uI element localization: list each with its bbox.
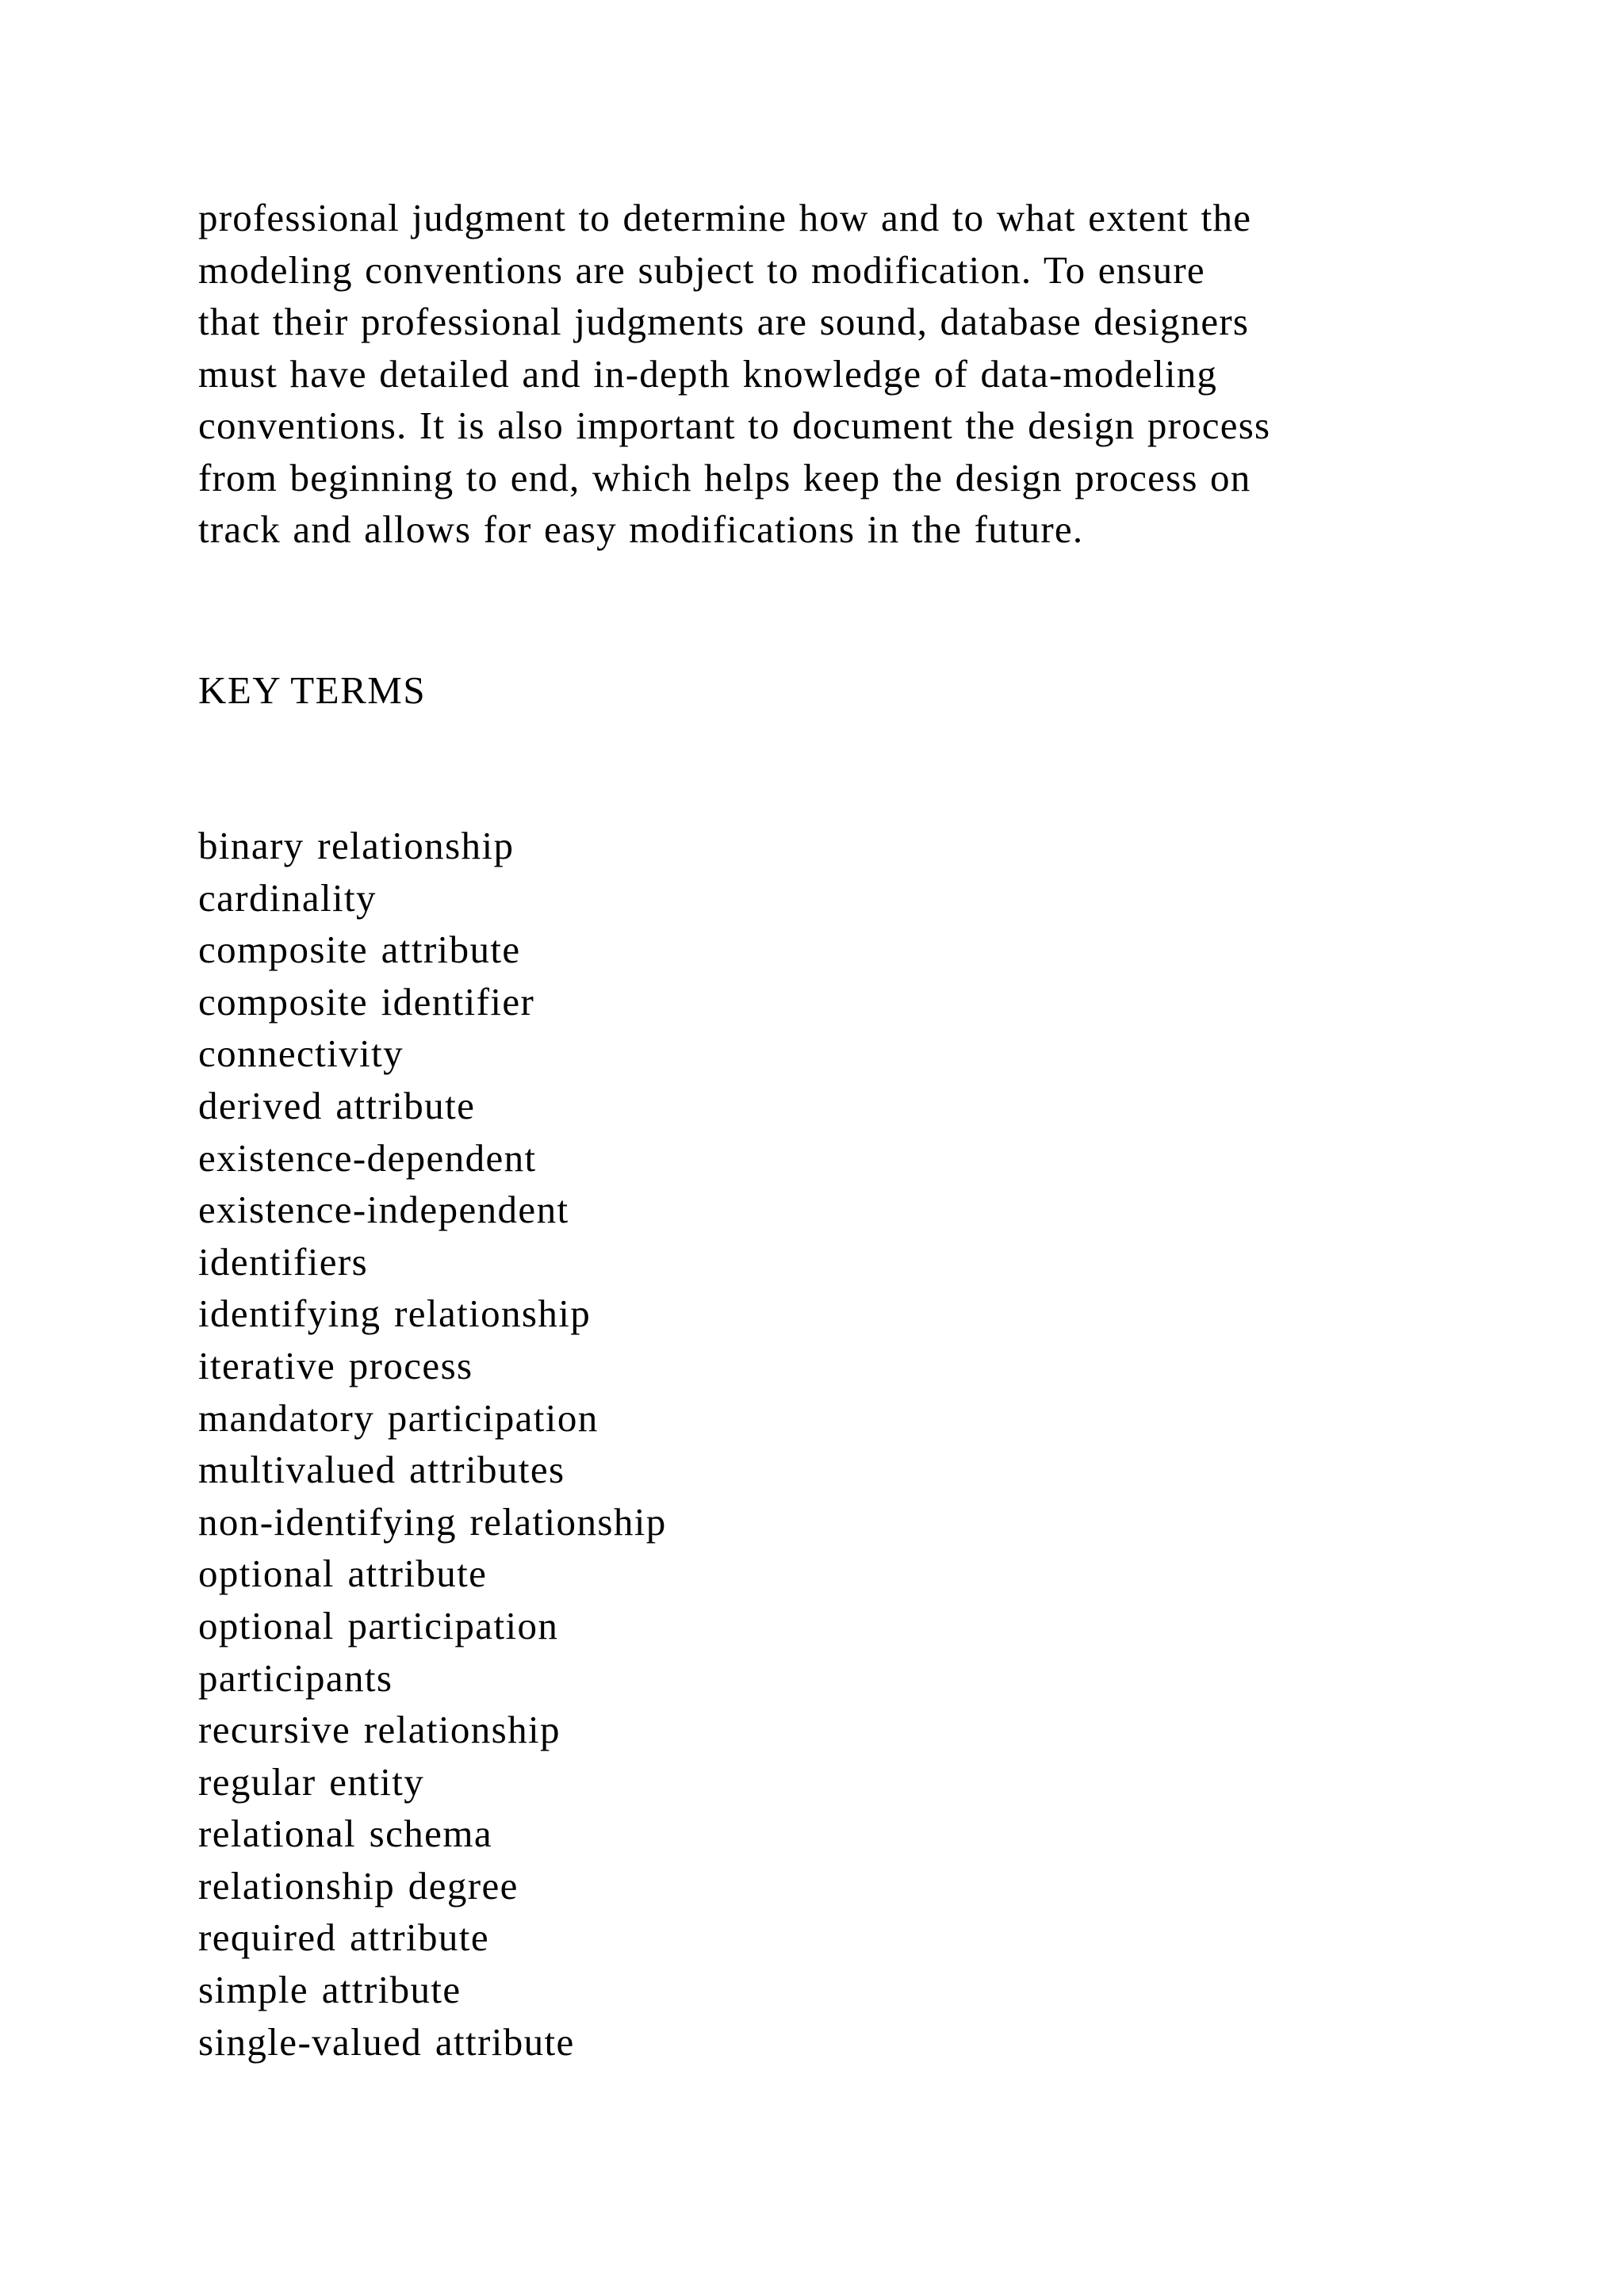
key-term-item: identifying relationship <box>198 1292 592 1336</box>
paragraph-line: must have detailed and in-depth knowledge of data-modeling <box>198 351 1218 396</box>
key-term-item: optional participation <box>198 1603 559 1647</box>
key-term-item: binary relationship <box>198 824 515 867</box>
key-term-item: regular entity <box>198 1759 425 1804</box>
key-term-item: derived attribute <box>198 1083 476 1127</box>
key-term-item: identifiers <box>198 1239 369 1284</box>
paragraph-line: from beginning to end, which helps keep the design process on <box>198 455 1251 499</box>
key-term-item: non-identifying relationship <box>198 1499 667 1544</box>
key-term-item: simple attribute <box>198 1968 462 2012</box>
paragraph-line: modeling conventions are subject to modification. To ensure <box>198 247 1205 292</box>
key-term-item: recursive relationship <box>198 1708 561 1752</box>
key-term-item: relationship degree <box>198 1863 519 1908</box>
key-term-item: existence-independent <box>198 1188 569 1232</box>
key-term-item: existence-dependent <box>198 1135 537 1180</box>
key-terms-heading: KEY TERMS <box>198 668 427 712</box>
body-paragraph <box>198 192 1610 556</box>
key-term-item: composite attribute <box>198 928 521 972</box>
key-term-item: composite identifier <box>198 979 535 1024</box>
key-term-item: cardinality <box>198 875 377 920</box>
key-term-item: multivalued attributes <box>198 1448 565 1492</box>
key-term-item: required attribute <box>198 1915 489 1960</box>
key-term-item: optional attribute <box>198 1552 488 1596</box>
paragraph-line: track and allows for easy modifications in the future. <box>198 507 1084 551</box>
key-term-item: connectivity <box>198 1031 404 1076</box>
key-term-item: relational schema <box>198 1812 492 1856</box>
key-term-item: mandatory participation <box>198 1395 599 1440</box>
paragraph-line: professional judgment to determine how and to what extent the <box>198 196 1252 239</box>
key-term-item: single-valued attribute <box>198 2019 575 2064</box>
key-term-item: iterative process <box>198 1343 473 1387</box>
key-terms-list <box>198 820 667 2068</box>
paragraph-line: conventions. It is also important to document the design process <box>198 404 1271 447</box>
key-term-item: participants <box>198 1655 393 1700</box>
paragraph-line: that their professional judgments are sound, database designers <box>198 300 1250 343</box>
